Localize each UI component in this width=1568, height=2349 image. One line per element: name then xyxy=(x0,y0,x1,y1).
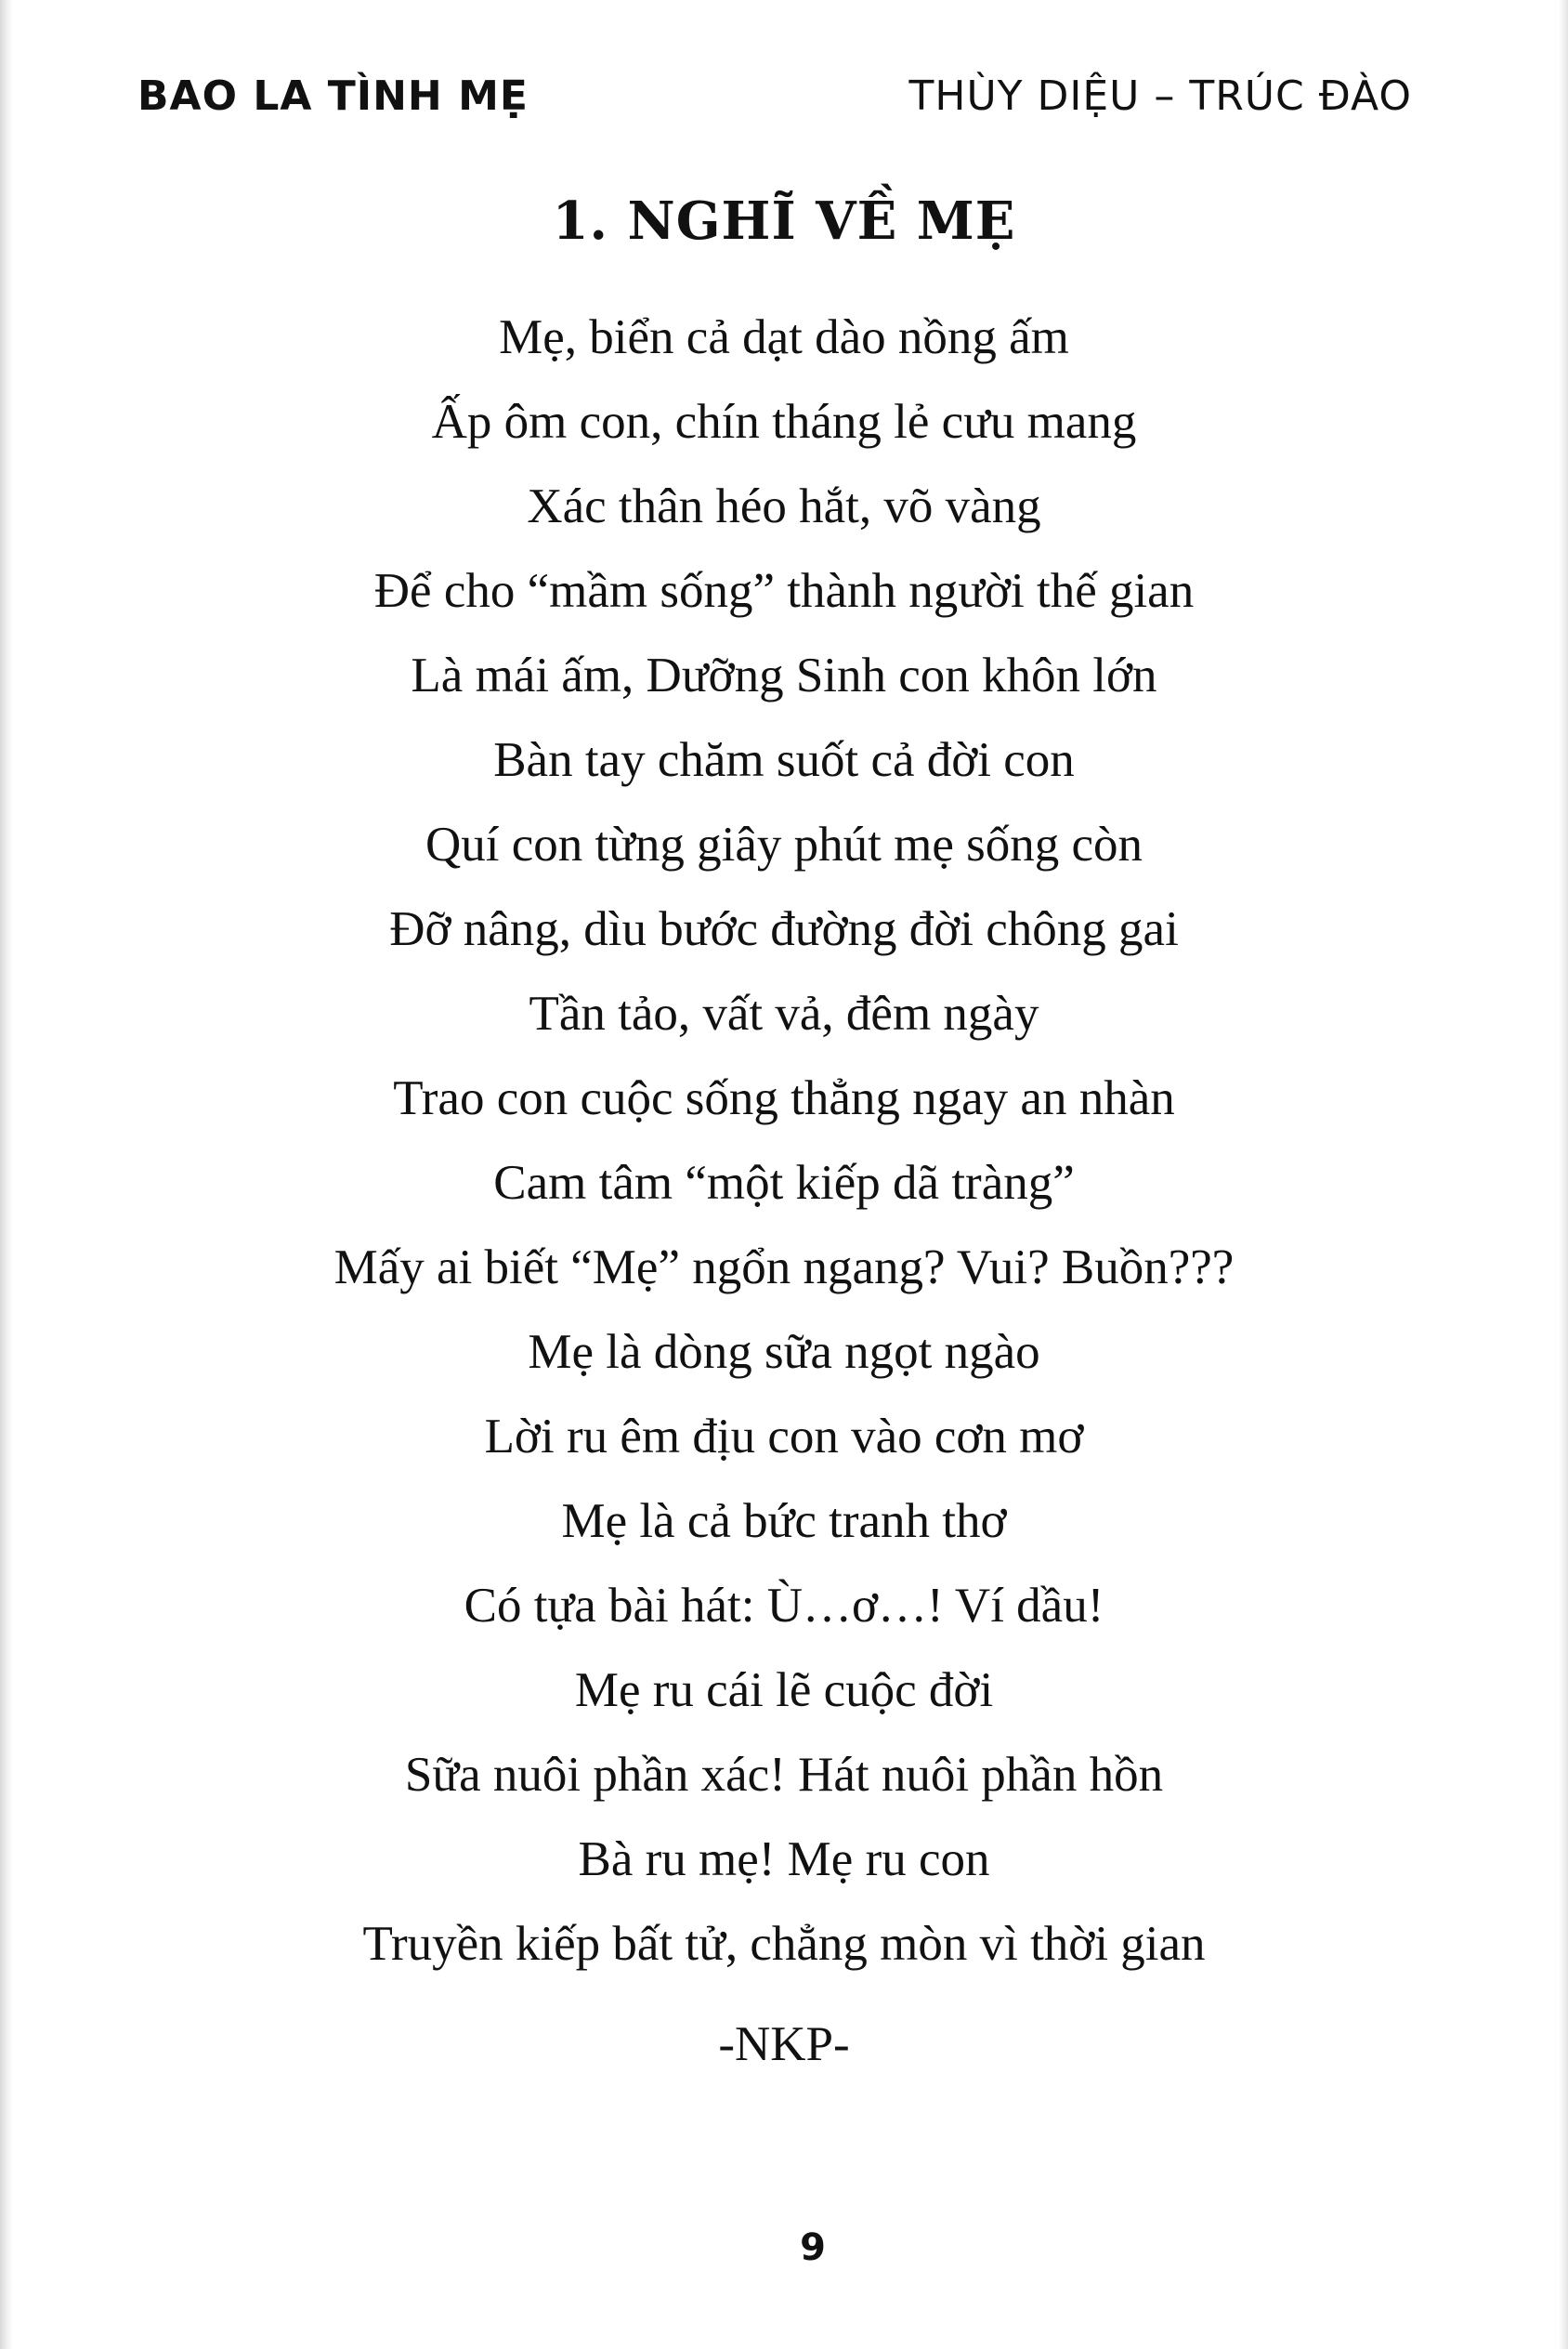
poem-line: Là mái ấm, Dưỡng Sinh con khôn lớn xyxy=(411,649,1157,702)
poem-line: Mấy ai biết “Mẹ” ngổn ngang? Vui? Buồn??? xyxy=(333,1240,1235,1294)
poem-line: Truyền kiếp bất tử, chẳng mòn vì thời gian xyxy=(362,1917,1206,1971)
poem-line: Mẹ, biển cả dạt dào nồng ấm xyxy=(499,310,1069,364)
poem-line: Sữa nuôi phần xác! Hát nuôi phần hồn xyxy=(404,1748,1164,1802)
poem-line: Ấp ôm con, chín tháng lẻ cưu mang xyxy=(431,395,1137,449)
poem-line: Mẹ ru cái lẽ cuộc đời xyxy=(574,1663,994,1717)
poem-line: Đỡ nâng, dìu bước đường đời chông gai xyxy=(389,902,1179,956)
poem-line: Mẹ là cả bức tranh thơ xyxy=(561,1494,1007,1548)
running-header-authors: THÙY DIỆU – TRÚC ĐÀO xyxy=(908,72,1412,120)
running-header-book-title: BAO LA TÌNH MẸ xyxy=(137,72,529,120)
poem-line: Để cho “mầm sống” thành người thế gian xyxy=(373,564,1195,618)
page-number: 9 xyxy=(800,2226,826,2269)
poem-line: Bàn tay chăm suốt cả đời con xyxy=(493,733,1075,787)
poem-line: Mẹ là dòng sữa ngọt ngào xyxy=(528,1325,1040,1379)
poem-line: Bà ru mẹ! Mẹ ru con xyxy=(578,1832,990,1886)
poem-line: Tần tảo, vất vả, đêm ngày xyxy=(529,987,1039,1041)
poem-line: Quí con từng giây phút mẹ sống còn xyxy=(425,818,1143,872)
poem-line: Lời ru êm địu con vào cơn mơ xyxy=(484,1410,1084,1463)
poem-line: Trao con cuộc sống thẳng ngay an nhàn xyxy=(393,1071,1175,1125)
poem-author-signature: -NKP- xyxy=(718,2017,850,2071)
poem-line: Có tựa bài hát: Ù…ơ…! Ví dầu! xyxy=(464,1579,1104,1633)
poem-line: Cam tâm “một kiếp dã tràng” xyxy=(493,1156,1075,1210)
poem-line: Xác thân héo hắt, võ vàng xyxy=(527,479,1041,533)
poem-verse xyxy=(0,295,1568,1987)
poem-title: 1. NGHĨ VỀ MẸ xyxy=(552,190,1016,252)
